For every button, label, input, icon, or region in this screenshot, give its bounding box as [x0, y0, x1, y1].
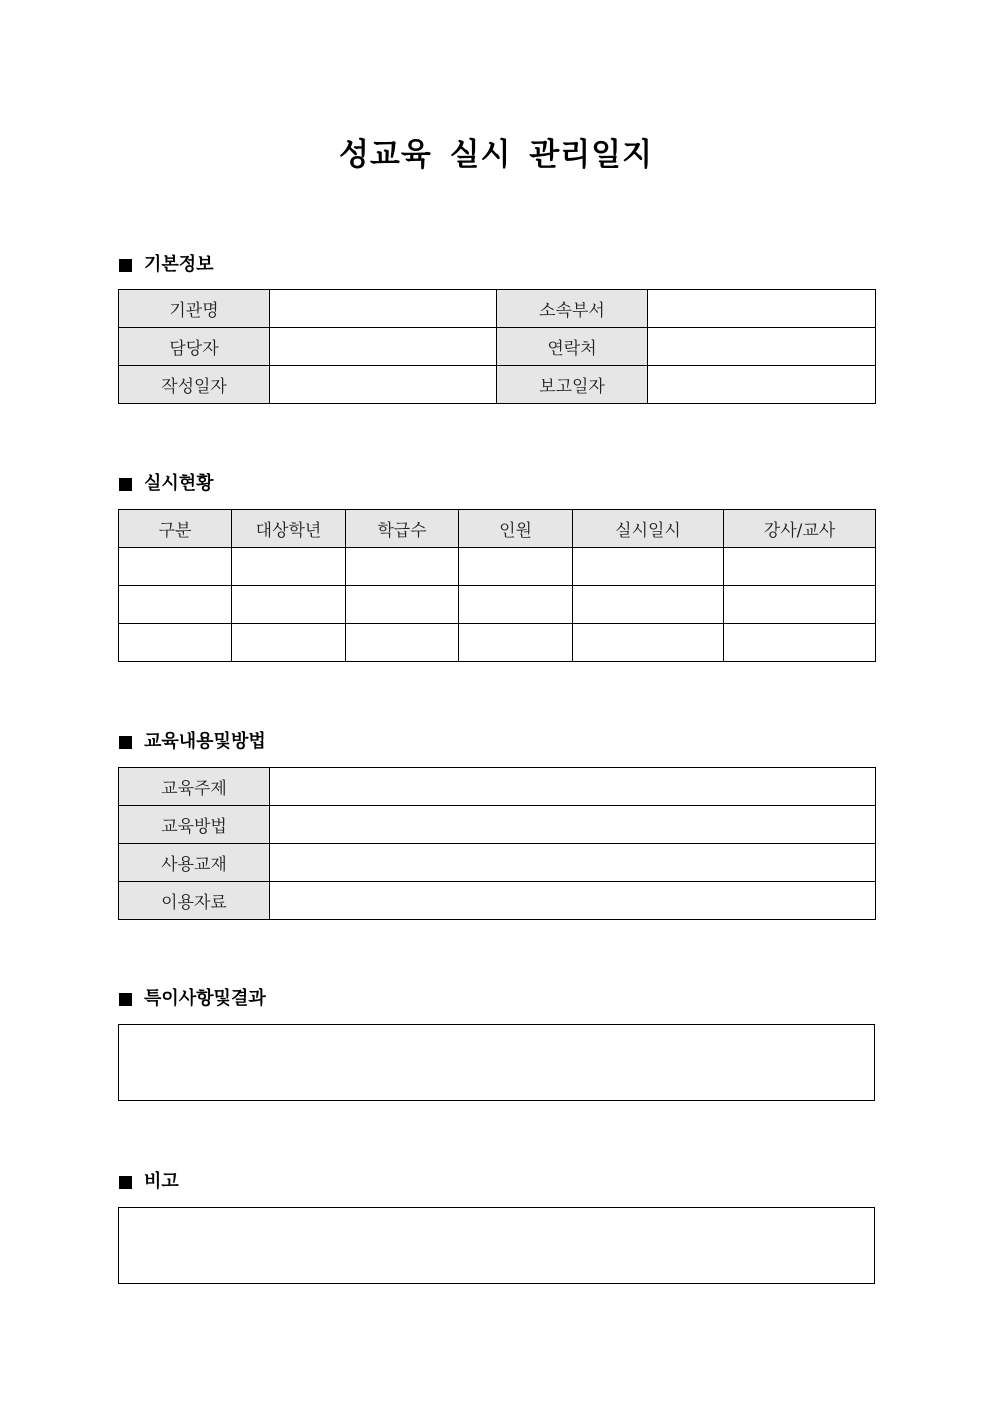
square-bullet-icon	[119, 478, 132, 491]
remarks-field[interactable]	[118, 1207, 875, 1284]
table-row	[119, 366, 876, 404]
section-heading-label: 실시현황	[144, 473, 214, 494]
materials-field[interactable]	[270, 882, 876, 920]
table-cell[interactable]	[459, 586, 573, 624]
table-cell[interactable]	[232, 586, 346, 624]
table-cell[interactable]	[346, 548, 459, 586]
table-cell[interactable]	[724, 586, 876, 624]
table-cell[interactable]	[724, 548, 876, 586]
table-row	[119, 844, 876, 882]
table-cell[interactable]	[724, 624, 876, 662]
table-cell[interactable]	[459, 548, 573, 586]
section-heading-label: 기본정보	[144, 254, 214, 275]
method-label: 교육방법	[119, 806, 270, 844]
section-heading-remarks	[119, 1170, 179, 1194]
table-row	[119, 806, 876, 844]
table-cell[interactable]	[459, 624, 573, 662]
section-heading-notes	[119, 987, 266, 1011]
written-date-field[interactable]	[270, 366, 497, 404]
section-heading-content	[119, 730, 266, 754]
department-label: 소속부서	[497, 290, 648, 328]
column-header: 대상학년	[232, 510, 346, 548]
contact-label: 연락처	[497, 328, 648, 366]
table-row	[119, 548, 876, 586]
column-header: 구분	[119, 510, 232, 548]
table-cell[interactable]	[119, 548, 232, 586]
section-heading-label: 교육내용및방법	[144, 731, 266, 752]
table-cell[interactable]	[573, 624, 724, 662]
org-name-label: 기관명	[119, 290, 270, 328]
table-cell[interactable]	[232, 624, 346, 662]
method-field[interactable]	[270, 806, 876, 844]
table-cell[interactable]	[346, 624, 459, 662]
manager-label: 담당자	[119, 328, 270, 366]
topic-field[interactable]	[270, 768, 876, 806]
basic-info-table	[118, 289, 876, 404]
contact-field[interactable]	[648, 328, 876, 366]
table-header-row	[119, 510, 876, 548]
report-date-field[interactable]	[648, 366, 876, 404]
table-row	[119, 328, 876, 366]
content-table	[118, 767, 876, 920]
table-row	[119, 624, 876, 662]
status-table	[118, 509, 876, 662]
table-row	[119, 290, 876, 328]
page-title: 성교육 실시 관리일지	[338, 137, 654, 173]
section-heading-status	[119, 472, 214, 496]
materials-label: 이용자료	[119, 882, 270, 920]
section-heading-basic	[119, 253, 214, 277]
square-bullet-icon	[119, 259, 132, 272]
column-header: 인원	[459, 510, 573, 548]
table-cell[interactable]	[119, 586, 232, 624]
textbook-label: 사용교재	[119, 844, 270, 882]
column-header: 강사/교사	[724, 510, 876, 548]
department-field[interactable]	[648, 290, 876, 328]
section-heading-label: 비고	[144, 1171, 179, 1192]
table-cell[interactable]	[232, 548, 346, 586]
textbook-field[interactable]	[270, 844, 876, 882]
section-heading-label: 특이사항및결과	[144, 988, 266, 1009]
table-cell[interactable]	[573, 548, 724, 586]
table-cell[interactable]	[573, 586, 724, 624]
table-cell[interactable]	[346, 586, 459, 624]
manager-field[interactable]	[270, 328, 497, 366]
square-bullet-icon	[119, 736, 132, 749]
notes-field[interactable]	[118, 1024, 875, 1101]
topic-label: 교육주제	[119, 768, 270, 806]
table-row	[119, 768, 876, 806]
report-date-label: 보고일자	[497, 366, 648, 404]
column-header: 실시일시	[573, 510, 724, 548]
table-cell[interactable]	[119, 624, 232, 662]
written-date-label: 작성일자	[119, 366, 270, 404]
org-name-field[interactable]	[270, 290, 497, 328]
square-bullet-icon	[119, 993, 132, 1006]
column-header: 학급수	[346, 510, 459, 548]
square-bullet-icon	[119, 1176, 132, 1189]
table-row	[119, 882, 876, 920]
table-row	[119, 586, 876, 624]
